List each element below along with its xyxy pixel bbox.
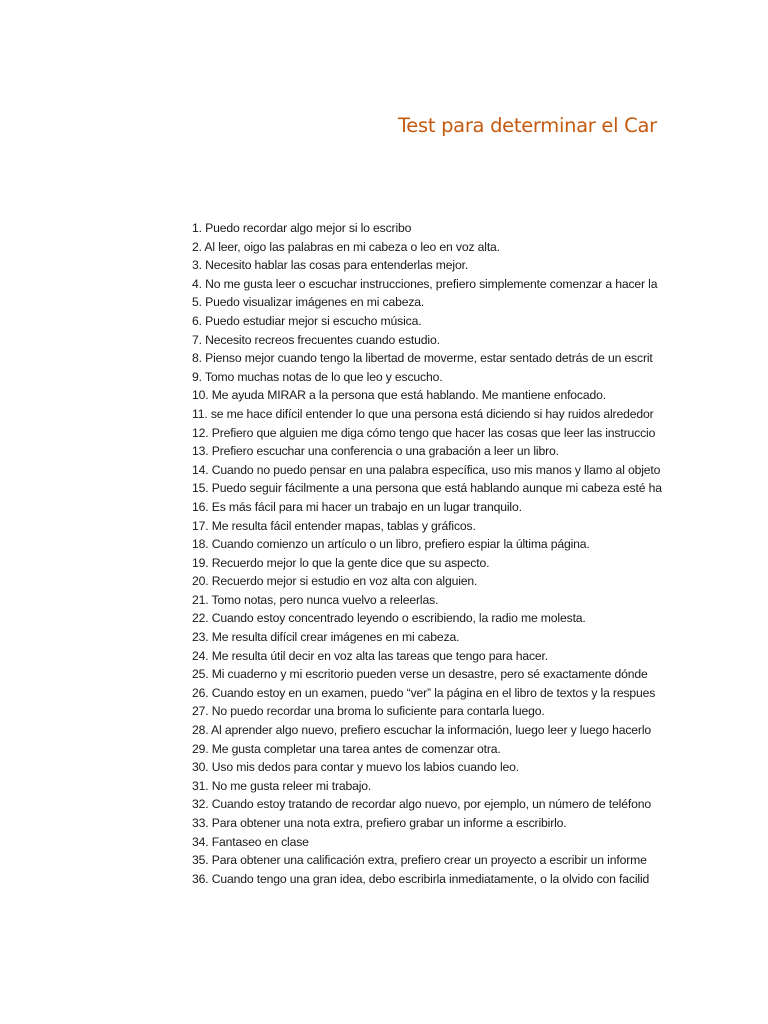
question-item: 32. Cuando estoy tratando de recordar algo nuevo, por ejemplo, un número de teléfono xyxy=(192,797,651,812)
question-item: 35. Para obtener una calificación extra, prefiero crear un proyecto a escribir un informe xyxy=(192,853,647,868)
question-item: 20. Recuerdo mejor si estudio en voz alta con alguien. xyxy=(192,574,478,589)
question-item: 21. Tomo notas, pero nunca vuelvo a releerlas. xyxy=(192,592,439,607)
question-item: 5. Puedo visualizar imágenes en mi cabeza. xyxy=(192,295,425,310)
question-item: 25. Mi cuaderno y mi escritorio pueden verse un desastre, pero sé exactamente dónde xyxy=(192,667,648,682)
question-item: 13. Prefiero escuchar una conferencia o una grabación a leer un libro. xyxy=(192,444,559,459)
question-item: 12. Prefiero que alguien me diga cómo tengo que hacer las cosas que leer las instruccio xyxy=(192,425,656,440)
question-item: 15. Puedo seguir fácilmente a una persona que está hablando aunque mi cabeza esté ha xyxy=(192,481,662,496)
question-item: 17. Me resulta fácil entender mapas, tablas y gráficos. xyxy=(192,518,476,533)
question-item: 19. Recuerdo mejor lo que la gente dice que su aspecto. xyxy=(192,555,490,570)
question-item: 14. Cuando no puedo pensar en una palabra específica, uso mis manos y llamo al objeto xyxy=(192,462,661,477)
question-item: 18. Cuando comienzo un artículo o un libro, prefiero espiar la última página. xyxy=(192,537,590,552)
question-item: 1. Puedo recordar algo mejor si lo escribo xyxy=(192,221,412,235)
question-item: 36. Cuando tengo una gran idea, debo escribirla inmediatamente, o la olvido con facilid xyxy=(192,871,650,886)
question-item: 7. Necesito recreos frecuentes cuando estudio. xyxy=(192,332,440,347)
question-item: 30. Uso mis dedos para contar y muevo los labios cuando leo. xyxy=(192,760,520,775)
question-item: 23. Me resulta difícil crear imágenes en mi cabeza. xyxy=(192,630,460,645)
question-item: 27. No puedo recordar una broma lo suficiente para contarla luego. xyxy=(192,704,545,719)
question-item: 2. Al leer, oigo las palabras en mi cabeza o leo en voz alta. xyxy=(192,239,500,254)
question-item: 11. se me hace difícil entender lo que una persona está diciendo si hay ruidos alrededor xyxy=(192,406,654,421)
question-item: 24. Me resulta útil decir en voz alta las tareas que tengo para hacer. xyxy=(192,648,549,663)
question-item: 34. Fantaseo en clase xyxy=(192,834,309,849)
question-item: 10. Me ayuda MIRAR a la persona que está hablando. Me mantiene enfocado. xyxy=(192,388,607,403)
question-item: 22. Cuando estoy concentrado leyendo o escribiendo, la radio me molesta. xyxy=(192,611,586,626)
question-item: 8. Pienso mejor cuando tengo la libertad de moverme, estar sentado detrás de un escrit xyxy=(192,351,653,366)
question-item: 4. No me gusta leer o escuchar instrucciones, prefiero simplemente comenzar a hacer la xyxy=(192,276,658,291)
question-item: 26. Cuando estoy en un examen, puedo “ver” la página en el libro de textos y la respues xyxy=(192,685,656,700)
question-item: 6. Puedo estudiar mejor si escucho música. xyxy=(192,313,422,328)
question-item: 16. Es más fácil para mi hacer un trabajo en un lugar tranquilo. xyxy=(192,499,522,514)
question-item: 29. Me gusta completar una tarea antes de comenzar otra. xyxy=(192,741,501,756)
question-item: 33. Para obtener una nota extra, prefiero grabar un informe a escribirlo. xyxy=(192,816,567,830)
question-item: 9. Tomo muchas notas de lo que leo y escucho. xyxy=(192,369,443,384)
question-list xyxy=(192,219,662,888)
question-item: 3. Necesito hablar las cosas para entenderlas mejor. xyxy=(192,258,469,273)
question-item: 31. No me gusta releer mi trabajo. xyxy=(192,778,372,793)
question-item: 28. Al aprender algo nuevo, prefiero escuchar la información, luego leer y luego hacerlo xyxy=(192,723,652,738)
document-title: Test para determinar el Car xyxy=(398,114,657,137)
